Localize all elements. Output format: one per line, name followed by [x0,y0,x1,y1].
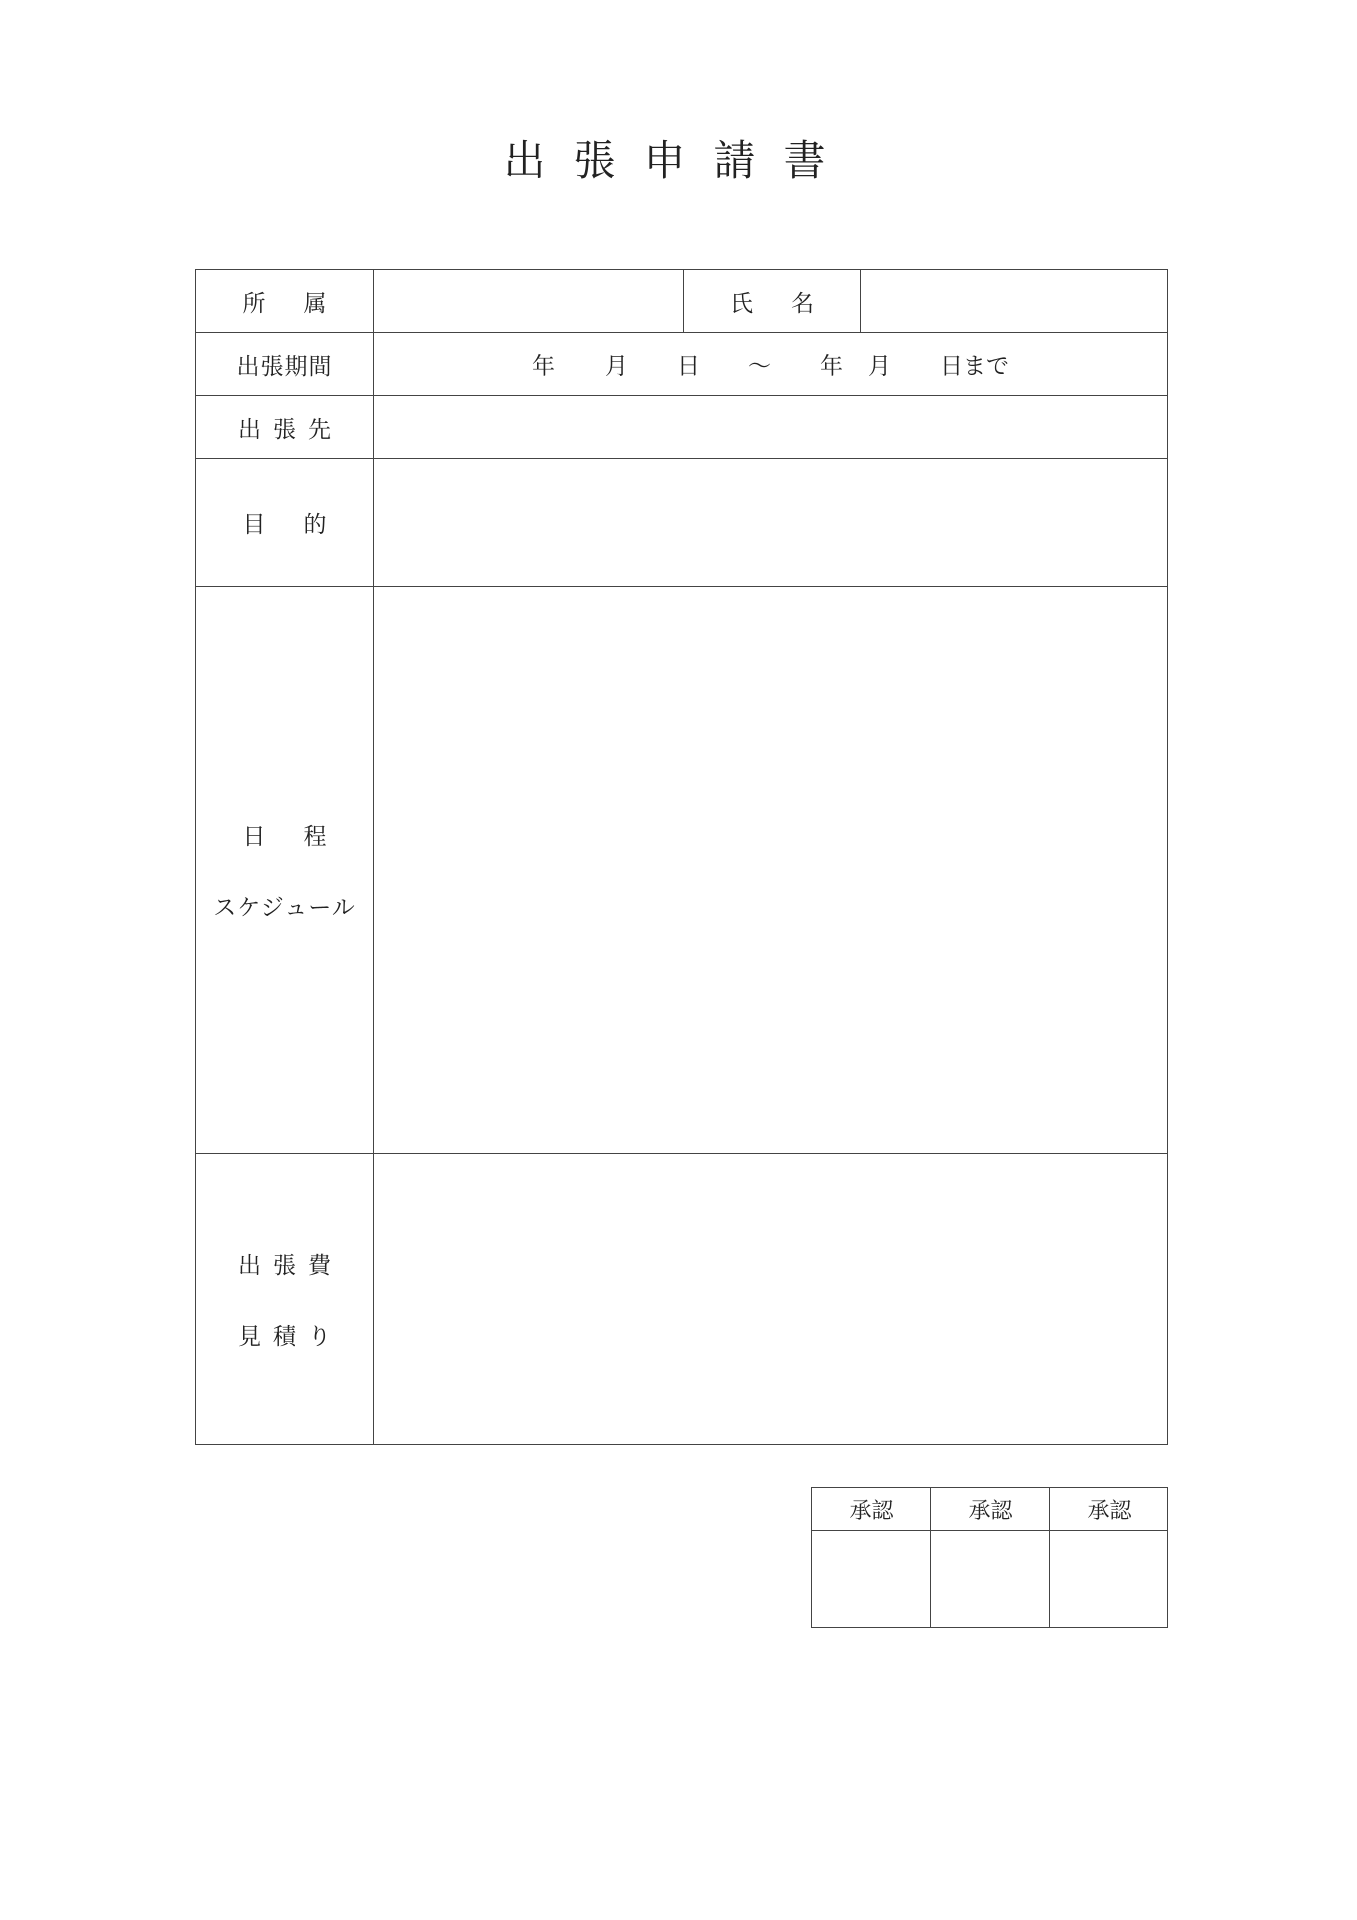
approval-header-row [812,1488,1167,1531]
schedule-field[interactable] [374,587,1167,1153]
schedule-label: 日程 [242,824,365,850]
destination-label: 出張先 [238,416,343,443]
period-label: 出張期間 [236,353,333,380]
period-label-cell [196,333,374,395]
department-label-cell [196,270,374,332]
document-title: 出張申請書 [503,136,854,185]
row-department-name [196,270,1167,333]
period-field[interactable] [374,333,1167,395]
period-day-1: 日 [677,353,700,380]
approval-header-1: 承認 [849,1498,894,1524]
cost-label-cell [196,1154,374,1444]
application-form [195,269,1168,1445]
row-purpose [196,459,1167,587]
cost-field[interactable] [374,1154,1167,1444]
name-label-cell [683,270,861,332]
period-until: 日まで [940,353,1009,380]
approval-header-2: 承認 [968,1498,1013,1524]
period-year-1: 年 [532,353,555,380]
destination-field[interactable] [374,396,1167,458]
schedule-label-cell [196,587,374,1153]
row-schedule [196,587,1167,1154]
approval-stamp-cell-2[interactable] [931,1531,1049,1627]
period-month-1: 月 [605,353,628,380]
period-month-2: 月 [868,353,891,380]
row-cost-estimate [196,1154,1167,1444]
cost-sublabel: 見積り [238,1324,343,1350]
destination-label-cell [196,396,374,458]
purpose-label: 目的 [242,512,365,538]
approval-stamp-cell-3[interactable] [1050,1531,1168,1627]
purpose-field[interactable] [374,459,1167,586]
department-label: 所属 [242,290,365,317]
name-field[interactable] [861,270,1167,332]
name-label: 氏名 [730,290,852,317]
department-field[interactable] [374,270,1167,332]
period-year-2: 年 [820,353,843,380]
cost-label: 出張費 [238,1253,343,1279]
schedule-sublabel: スケジュール [213,895,356,921]
approval-table [811,1487,1168,1628]
row-destination [196,396,1167,459]
approval-header-3: 承認 [1087,1498,1132,1524]
approval-stamp-cell-1[interactable] [812,1531,930,1627]
row-period [196,333,1167,396]
period-tilde: 〜 [748,353,771,380]
purpose-label-cell [196,459,374,586]
